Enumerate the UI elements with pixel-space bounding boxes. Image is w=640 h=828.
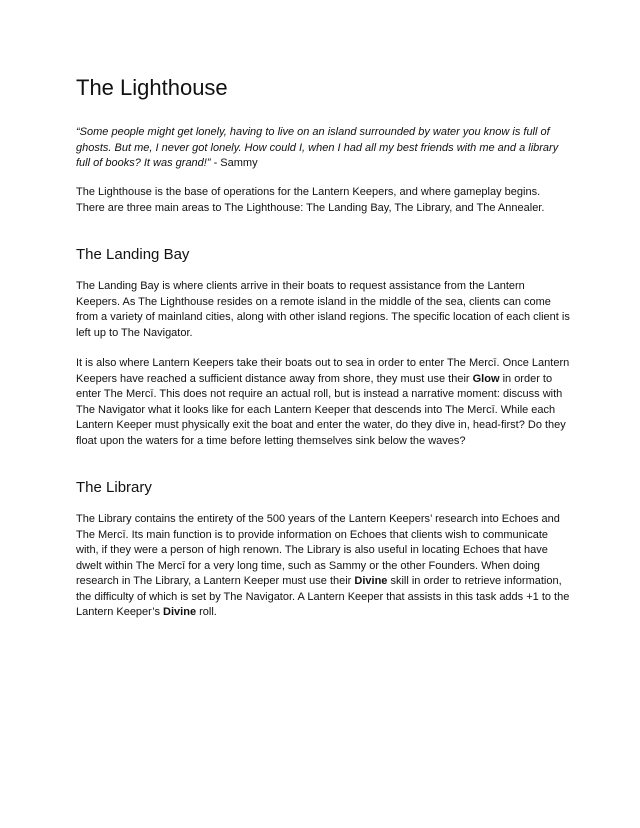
library-text-a: The Library contains the entirety of the 500 years of the Lantern Keepers’ research into Echoes and The Mercī. Its main function is to provide information on Echoes that clients wish to communicate with, if they were a person of high renown. The Library is also useful in locating Echoes that have dwelt within The Mercī for a very long time, such as Sammy or the other Founders. When doing research in The Library, a Lantern Keeper must use their	[76, 513, 560, 587]
quote-text: “Some people might get lonely, having to live on an island surrounded by water you know is full of ghosts. But me, I never got lonely. How could I, when I had all my best friends with me and a library full of books? It was grand!”	[76, 126, 559, 169]
landing-bay-paragraph-1: The Landing Bay is where clients arrive in their boats to request assistance from the Lantern Keepers. As The Lighthouse resides on a remote island in the middle of the sea, clients can come from a variety of mainland cities, along with other island regions. The specific location of each client is left up to The Navigator.	[76, 280, 570, 339]
landing-bay-paragraph-2	[76, 356, 570, 449]
library-paragraph	[76, 512, 570, 621]
library-text-c: roll.	[196, 606, 217, 618]
section-heading-landing-bay: The Landing Bay	[76, 246, 190, 263]
section-heading-library: The Library	[76, 479, 152, 496]
landing-bay-text-b: in order to enter The Mercī. This does not require an actual roll, but is instead a narrative moment: discuss with The Navigator what it looks like for each Lantern Keeper that descends into The Mercī. While each Lantern Keeper must physically exit the boat and enter the water, do they dive in, head-first? Do they float upon the waters for a time before letting themselves sink below the waves?	[76, 372, 566, 447]
page-title: The Lighthouse	[76, 75, 228, 100]
divine-term-1: Divine	[354, 575, 388, 587]
landing-bay-text-a: It is also where Lantern Keepers take their boats out to sea in order to enter The Mercī. Once Lantern Keepers have reached a sufficient distance away from shore, they must use their	[76, 357, 570, 385]
intro-paragraph: The Lighthouse is the base of operations for the Lantern Keepers, and where gameplay begins. There are three main areas to The Lighthouse: The Landing Bay, The Library, and The Annealer.	[76, 186, 545, 214]
quote-attribution: - Sammy	[210, 157, 258, 169]
glow-term: Glow	[472, 372, 500, 385]
divine-term-2: Divine	[163, 606, 197, 618]
library-text-b: skill in order to retrieve information, the difficulty of which is set by The Navigator. A Lantern Keeper that assists in this task adds +1 to the Lantern Keeper’s	[76, 575, 570, 618]
epigraph-quote	[76, 125, 570, 172]
